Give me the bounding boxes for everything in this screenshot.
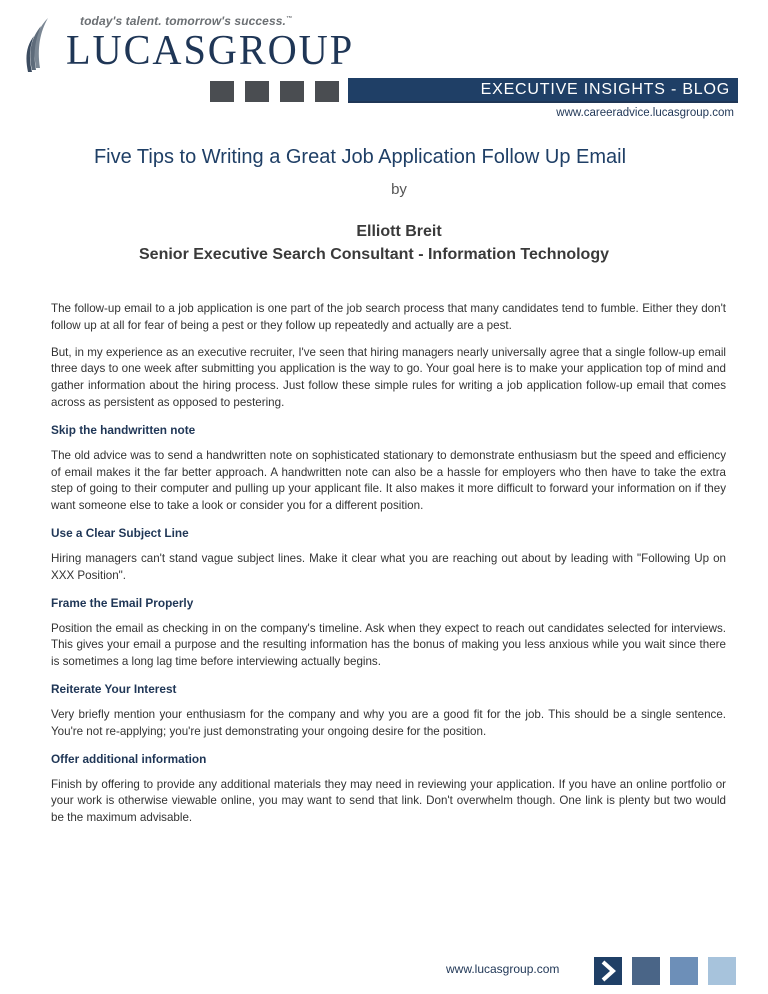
tagline-text: today's talent. tomorrow's success. — [80, 14, 286, 28]
author-title: Senior Executive Search Consultant - Information Technology — [139, 246, 609, 263]
blog-banner: EXECUTIVE INSIGHTS - BLOG — [348, 78, 738, 101]
article-title: Five Tips to Writing a Great Job Application Follow Up Email — [93, 146, 627, 168]
author-name: Elliott Breit — [356, 223, 442, 240]
footer-url[interactable]: www.lucasgroup.com — [446, 962, 560, 976]
section-paragraph: Hiring managers can't stand vague subject lines. Make it clear what you are reaching out about by leading with "Following Up on XXX Position". — [51, 551, 726, 582]
section-paragraph: Very briefly mention your enthusiasm for the company and why you are a good fit for the job. This should be a single sentence. You're not re-applying; you're just demonstrating your ongoing desire for the position. — [51, 707, 726, 738]
section-heading: Reiterate Your Interest — [51, 681, 177, 696]
section-paragraph: Finish by offering to provide any additional materials they may need in reviewing your application. If you have an online portfolio or your work is otherwise viewable online, you may want to send that link. Don't overwhelm though. One link is plenty but two would be the maximum advisable. — [51, 777, 726, 825]
section-heading: Skip the handwritten note — [51, 422, 196, 437]
intro-paragraph: But, in my experience as an executive recruiter, I've seen that hiring managers nearly universally agree that a single follow-up email three days to one week after submitting you application is the way to go. Your goal here is to make your application top of mind and gather information about the hiring process. Just follow these simple rules for writing a job application follow-up email that comes across as persistent as opposed to pestering. — [51, 345, 726, 409]
chevron-right-icon — [594, 957, 622, 985]
footer-block-arrow — [594, 957, 622, 985]
header-block — [210, 81, 234, 102]
intro-paragraph: The follow-up email to a job application is one part of the job search process that many candidates tend to fumble. Either they don't follow up at all for fear of being a pest or they follow up repeatedly and actually are a pest. — [51, 302, 726, 332]
section-paragraph: The old advice was to send a handwritten note on sophisticated stationary to demonstrate enthusiasm but the speed and efficiency of email makes it the far better approach. A handwritten note can also be a hassle for employers who then have to take the extra step of going to their computer and pulling up your applicant file. It also makes it more difficult to forward your information on if they want someone else to take a look or consider you for a different position. — [51, 448, 726, 513]
header-blocks — [210, 81, 339, 102]
section-paragraph: Position the email as checking in on the company's timeline. Ask when they expect to reach out candidates selected for interviews. This gives your email a purpose and the resulting information has the bonus of making you less anxious while you wait since there is sometimes a long lag time before interviewing actually begins. — [51, 621, 726, 669]
footer-block — [708, 957, 736, 985]
logo-wordmark: LUCASGROUP — [66, 28, 355, 74]
trademark-mark: ™ — [285, 16, 293, 22]
article-body — [51, 301, 726, 837]
footer-blocks — [594, 957, 736, 985]
banner-rule — [348, 101, 738, 103]
header-block — [245, 81, 269, 102]
header-block — [280, 81, 304, 102]
section-heading: Frame the Email Properly — [51, 595, 194, 610]
tagline — [80, 14, 292, 28]
logo-mark-icon — [26, 18, 66, 80]
header-block — [315, 81, 339, 102]
footer-block — [670, 957, 698, 985]
byline-by: by — [391, 181, 407, 198]
site-url[interactable]: www.careeradvice.lucasgroup.com — [556, 107, 734, 119]
footer-block — [632, 957, 660, 985]
section-heading: Use a Clear Subject Line — [51, 525, 189, 540]
section-heading: Offer additional information — [51, 751, 207, 766]
